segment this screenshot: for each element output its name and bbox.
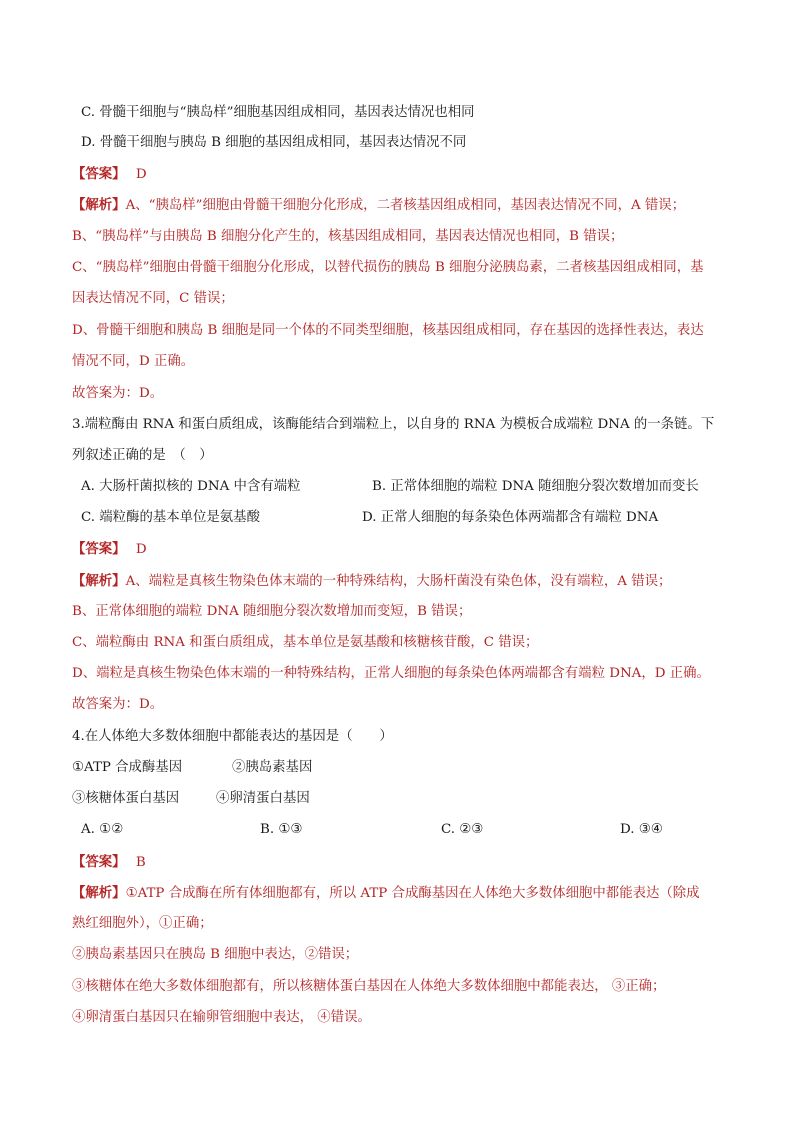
answer-value: D <box>135 542 147 557</box>
q4-option-c: C. ②③ <box>441 822 484 837</box>
q2-analysis-line: C、“胰岛样”细胞由骨髓干细胞分化形成，以替代损伤的胰岛 B 细胞分泌胰岛素，二者核基因组成相同，基 <box>72 260 704 275</box>
q2-analysis-line: 情况不同，D 正确。 <box>72 354 195 369</box>
q4-analysis-line: 熟红细胞外），①正确； <box>72 916 213 931</box>
q3-option-c: C. 端粒酶的基本单位是氨基酸 <box>81 510 260 525</box>
q2-option-d: D. 骨髓干细胞与胰岛 B 细胞的基因组成相同，基因表达情况不同 <box>81 135 467 150</box>
answer-value: D <box>135 167 147 182</box>
q4-option-d: D. ③④ <box>620 822 663 837</box>
analysis-text: A、端粒是真核生物染色体末端的一种特殊结构，大肠杆菌没有染色体，没有端粒，A 错误； <box>125 574 672 589</box>
q3-stem: 列叙述正确的是 （ ） <box>72 448 213 463</box>
q3-option-b: B. 正常体细胞的端粒 DNA 随细胞分裂次数增加而变长 <box>372 479 699 494</box>
q4-answer <box>72 852 146 873</box>
q2-option-c: C. 骨髓干细胞与“胰岛样”细胞基因组成相同，基因表达情况也相同 <box>81 105 475 120</box>
answer-label: 【答案】 <box>72 854 126 870</box>
q2-answer <box>72 164 147 185</box>
answer-label: 【答案】 <box>72 166 126 182</box>
q3-analysis-line: B、正常体细胞的端粒 DNA 随细胞分裂次数增加而变短，B 错误； <box>72 604 472 619</box>
analysis-label: 【解析】 <box>72 573 126 589</box>
q2-analysis-line: 因表达情况不同，C 错误； <box>72 291 234 306</box>
q4-item-3: ③核糖体蛋白基因 <box>72 791 180 806</box>
q3-analysis-line: D、端粒是真核生物染色体末端的一种特殊结构，正常人细胞的每条染色体两端都含有端粒 DNA，D 正确。 <box>72 666 710 681</box>
analysis-text: ①ATP 合成酶在所有体细胞都有，所以 ATP 合成酶基因在人体绝大多数体细胞中都能表达（除成 <box>125 886 700 901</box>
q2-conclusion: 故答案为：D。 <box>72 386 164 401</box>
q3-option-d: D. 正常人细胞的每条染色体两端都含有端粒 DNA <box>362 510 659 525</box>
q3-stem: 3.端粒酶由 RNA 和蛋白质组成，该酶能结合到端粒上，以自身的 RNA 为模板合成端粒 DNA 的一条链。下 <box>72 417 715 432</box>
q4-stem: 4.在人体绝大多数体细胞中都能表达的基因是（ ） <box>72 729 393 744</box>
q4-item-4: ④卵清蛋白基因 <box>216 791 310 806</box>
analysis-label: 【解析】 <box>72 197 126 213</box>
analysis-text: A、“胰岛样”细胞由骨髓干细胞分化形成，二者核基因组成相同，基因表达情况不同，A 错误； <box>125 198 686 213</box>
q4-analysis-line: ③核糖体在绝大多数体细胞都有，所以核糖体蛋白基因在人体绝大多数体细胞中都能表达， ③正确； <box>72 979 666 994</box>
analysis-label: 【解析】 <box>72 885 126 901</box>
q3-option-a: A. 大肠杆菌拟核的 DNA 中含有端粒 <box>81 479 301 494</box>
q2-analysis-line: D、骨髓干细胞和胰岛 B 细胞是同一个体的不同类型细胞，核基因组成相同，存在基因的选择性表达，表达 <box>72 323 704 338</box>
q4-analysis-line <box>72 883 700 904</box>
q4-option-a: A. ①② <box>81 822 124 837</box>
q2-analysis-line <box>72 195 685 216</box>
q4-analysis-line: ②胰岛素基因只在胰岛 B 细胞中表达，②错误； <box>72 947 359 962</box>
q2-analysis-line: B、“胰岛样”与由胰岛 B 细胞分化产生的，核基因组成相同，基因表达情况也相同，B 错误； <box>72 229 624 244</box>
answer-label: 【答案】 <box>72 541 126 557</box>
answer-value: B <box>135 855 146 870</box>
q3-analysis-line <box>72 571 671 592</box>
q4-analysis-line: ④卵清蛋白基因只在输卵管细胞中表达， ④错误。 <box>72 1010 371 1025</box>
q4-option-b: B. ①③ <box>260 822 303 837</box>
q4-item-1: ①ATP 合成酶基因 <box>72 760 183 775</box>
q3-answer <box>72 539 147 560</box>
q3-analysis-line: C、端粒酶由 RNA 和蛋白质组成，基本单位是氨基酸和核糖核苷酸，C 错误； <box>72 635 539 650</box>
q4-item-2: ②胰岛素基因 <box>232 760 313 775</box>
q3-conclusion: 故答案为：D。 <box>72 697 164 712</box>
